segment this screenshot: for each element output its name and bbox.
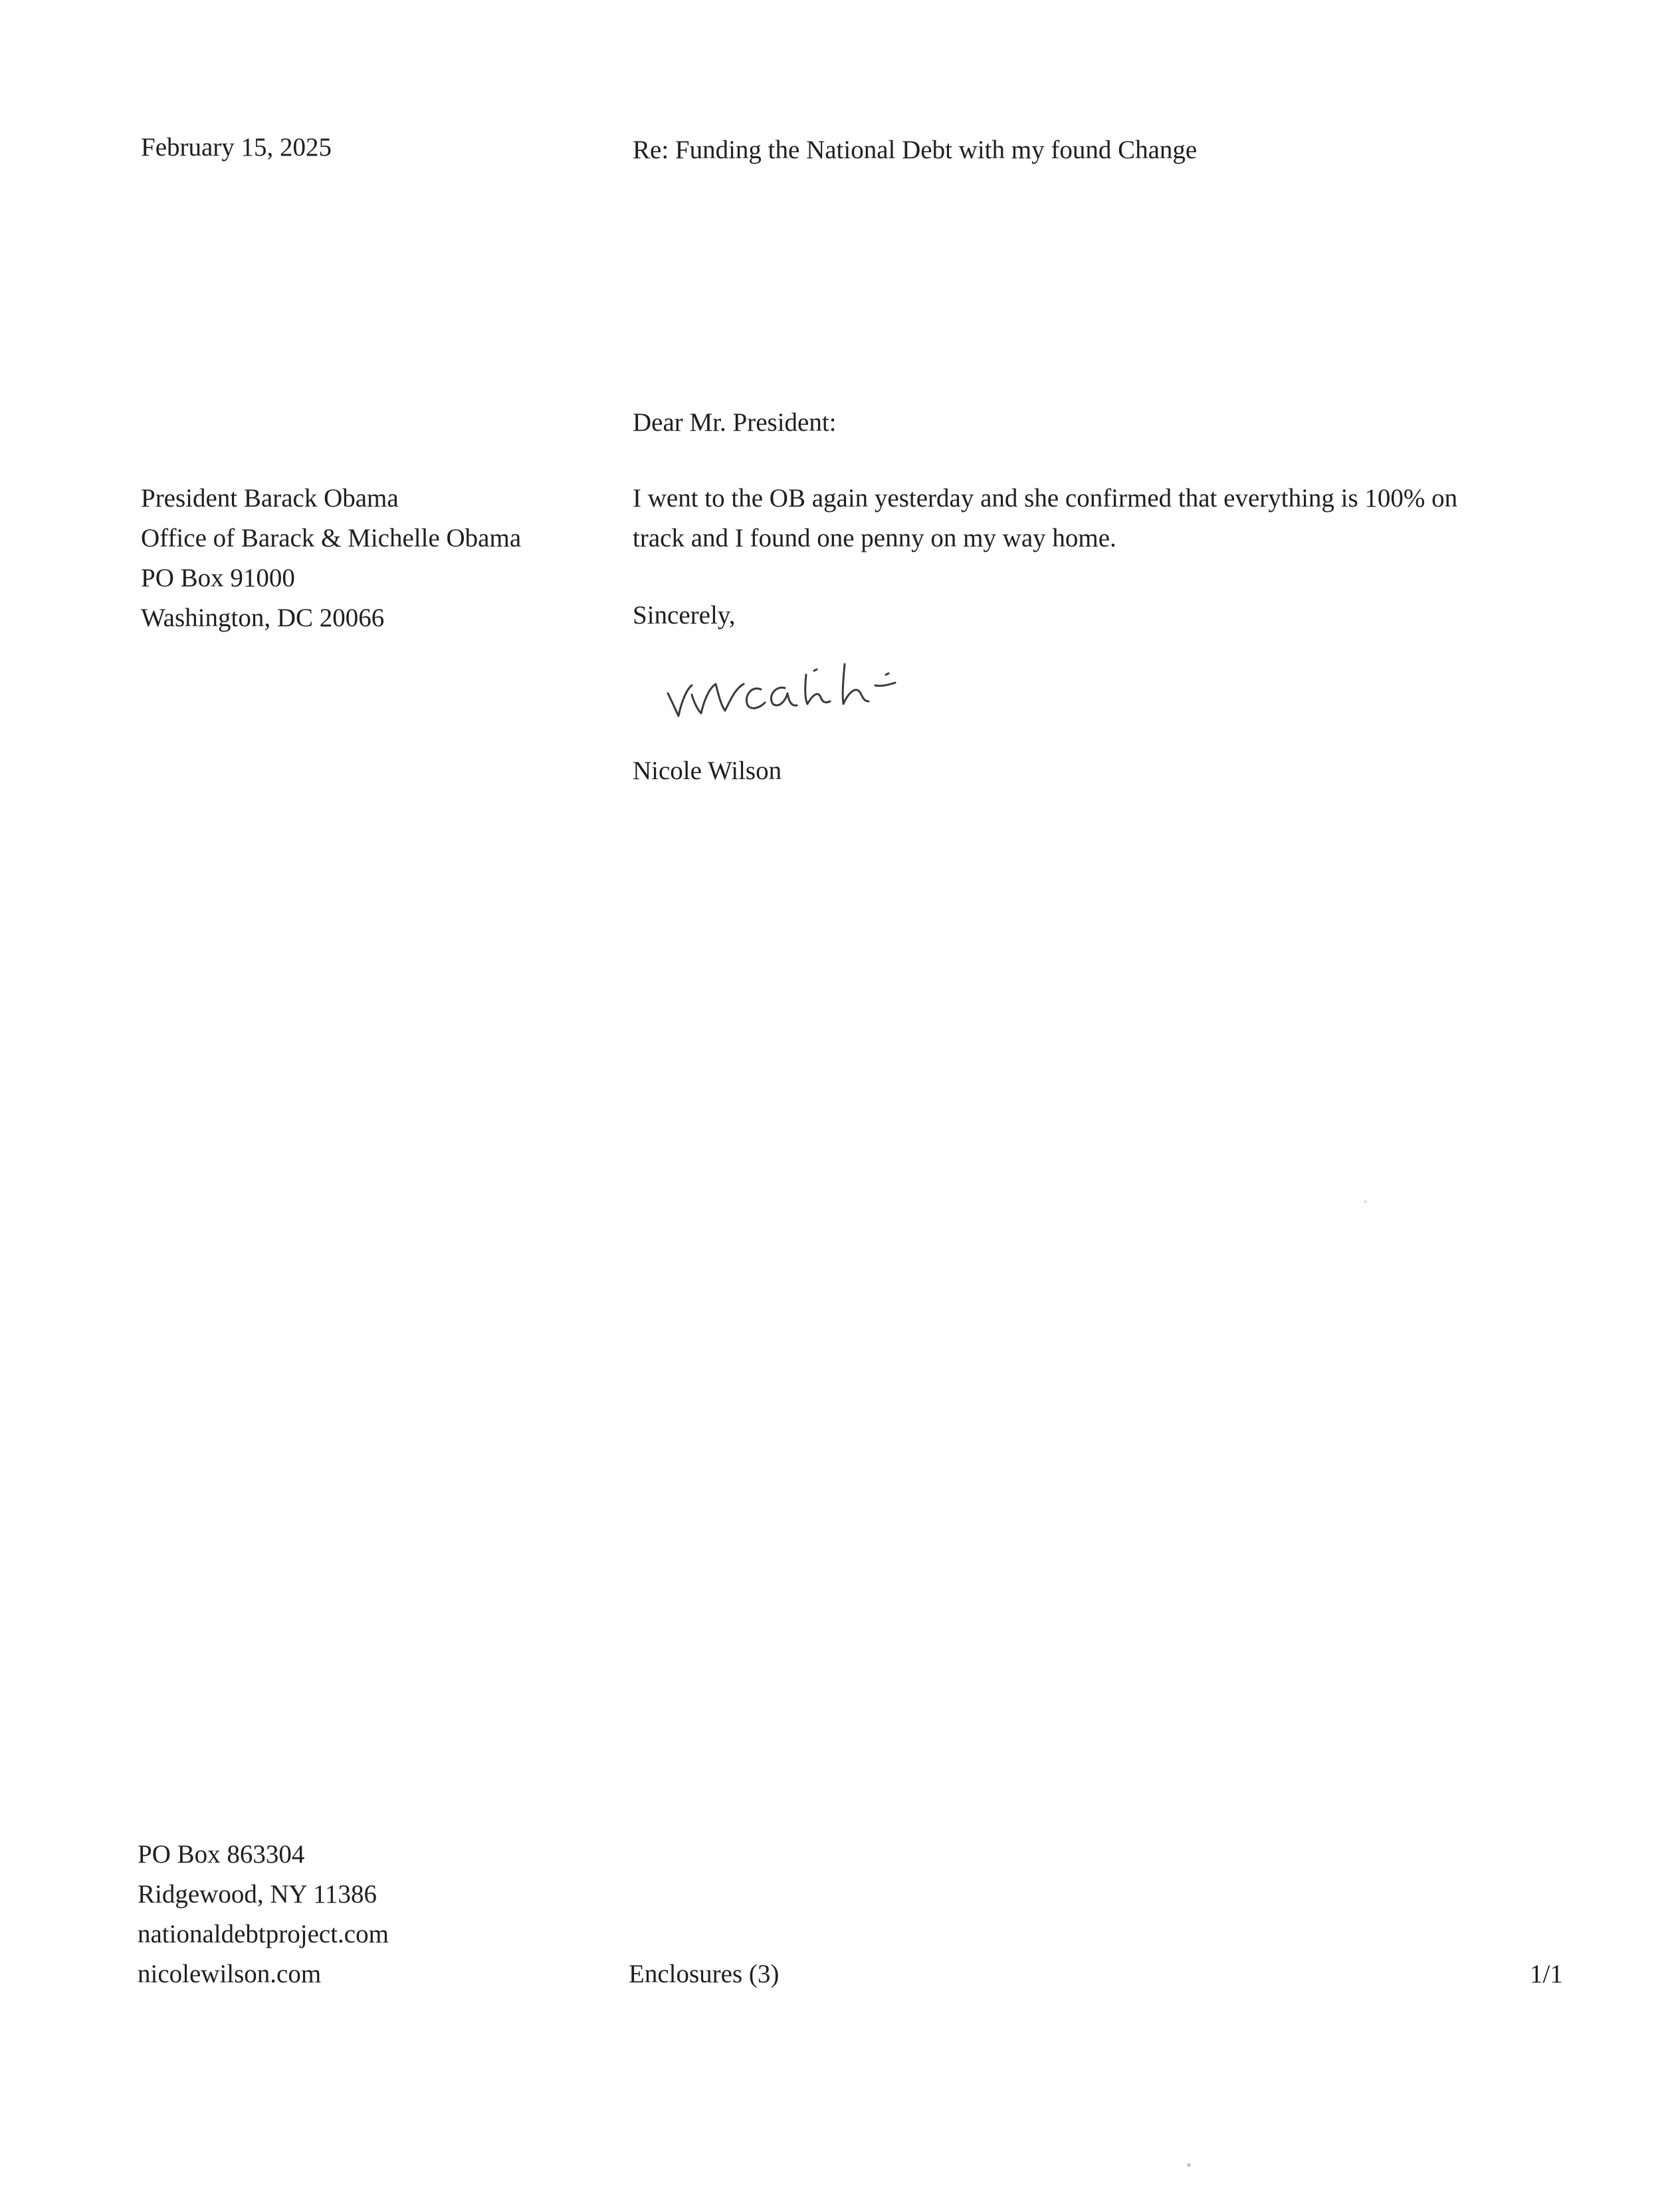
subject-line: Re: Funding the National Debt with my found Change: [633, 136, 1198, 164]
recipient-address: [141, 479, 521, 638]
scan-speck: [1364, 1201, 1366, 1203]
handwritten-signature: [661, 655, 1060, 735]
letter-body: [633, 479, 1457, 558]
signer-name: Nicole Wilson: [633, 756, 782, 785]
sender-city: Ridgewood, NY 11386: [138, 1880, 377, 1908]
scan-speck: [1187, 2163, 1191, 2167]
salutation: Dear Mr. President:: [633, 408, 837, 437]
recipient-name: President Barack Obama: [141, 484, 399, 513]
body-line: track and I found one penny on my way home.: [633, 524, 1116, 552]
sender-website: nicolewilson.com: [138, 1960, 322, 1988]
letter-date: February 15, 2025: [141, 133, 332, 162]
recipient-po-box: PO Box 91000: [141, 564, 295, 592]
recipient-city: Washington, DC 20066: [141, 604, 385, 632]
enclosures-note: Enclosures (3): [629, 1960, 780, 1988]
sender-website: nationaldebtproject.com: [138, 1920, 389, 1948]
sender-address: [138, 1835, 389, 1994]
sender-po-box: PO Box 863304: [138, 1840, 305, 1869]
recipient-office: Office of Barack & Michelle Obama: [141, 524, 522, 552]
page-number: 1/1: [1530, 1960, 1563, 1988]
closing: Sincerely,: [633, 601, 736, 630]
body-line: I went to the OB again yesterday and she confirmed that everything is 100% on: [633, 484, 1458, 513]
